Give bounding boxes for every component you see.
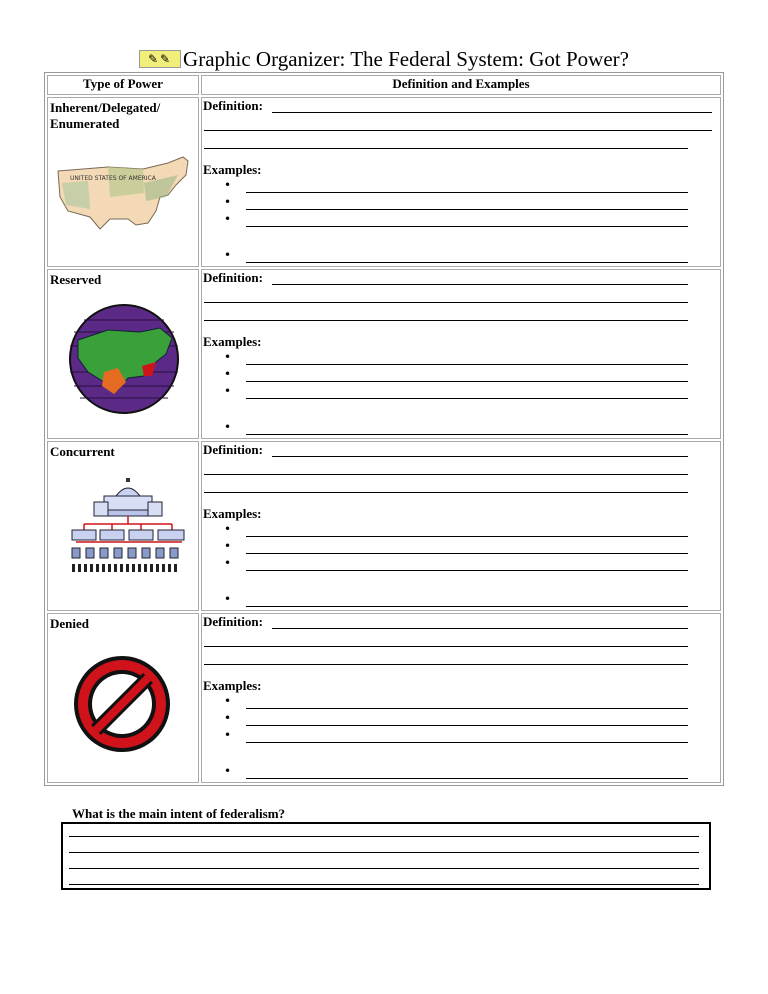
map-text: UNITED STATES OF AMERICA	[70, 175, 156, 182]
write-line[interactable]	[246, 192, 688, 193]
title-text: Graphic Organizer: The Federal System: Got Power?	[183, 47, 629, 71]
write-line[interactable]	[204, 148, 688, 149]
definition-label: Definition:	[203, 614, 263, 629]
bullet: •	[224, 556, 232, 570]
examples-label: Examples:	[203, 506, 262, 521]
write-line[interactable]	[204, 664, 688, 665]
type-label: Reserved	[50, 272, 102, 287]
write-line[interactable]	[246, 606, 688, 607]
definition-cell	[201, 441, 721, 611]
answer-line[interactable]	[69, 836, 699, 837]
type-label: Denied	[50, 616, 89, 631]
write-line[interactable]	[246, 262, 688, 263]
write-line[interactable]	[246, 742, 688, 743]
answer-box[interactable]	[61, 822, 711, 890]
bullet: •	[224, 592, 232, 606]
write-line[interactable]	[246, 778, 688, 779]
write-line[interactable]	[246, 536, 688, 537]
examples-label: Examples:	[203, 678, 262, 693]
write-line[interactable]	[204, 302, 688, 303]
bullet: •	[224, 711, 232, 725]
pencil-icon: ✎✎	[139, 50, 181, 68]
table-row	[47, 97, 721, 267]
definition-label: Definition:	[203, 270, 263, 285]
bullet: •	[224, 367, 232, 381]
bullet: •	[224, 728, 232, 742]
write-line[interactable]	[204, 492, 688, 493]
type-cell	[47, 97, 199, 267]
write-line[interactable]	[246, 209, 688, 210]
write-line[interactable]	[246, 708, 688, 709]
table-row	[47, 613, 721, 783]
header-type: Type of Power	[47, 75, 199, 95]
write-line[interactable]	[246, 226, 688, 227]
write-line[interactable]	[272, 456, 688, 457]
definition-cell	[201, 269, 721, 439]
bullet: •	[224, 212, 232, 226]
type-cell	[47, 441, 199, 611]
examples-label: Examples:	[203, 162, 262, 177]
write-line[interactable]	[204, 646, 688, 647]
write-line[interactable]	[246, 381, 688, 382]
write-line[interactable]	[246, 570, 688, 571]
bullet: •	[224, 384, 232, 398]
type-label: Inherent/Delegated/ Enumerated	[50, 100, 161, 131]
examples-label: Examples:	[203, 334, 262, 349]
write-line[interactable]	[204, 474, 688, 475]
type-cell	[47, 613, 199, 783]
government-hierarchy-icon	[48, 472, 198, 606]
bullet: •	[224, 420, 232, 434]
answer-line[interactable]	[69, 852, 699, 853]
bullet: •	[224, 350, 232, 364]
write-line[interactable]	[204, 130, 712, 131]
type-label: Concurrent	[50, 444, 115, 459]
question-text: What is the main intent of federalism?	[72, 806, 286, 821]
write-line[interactable]	[246, 434, 688, 435]
header-definition: Definition and Examples	[201, 75, 721, 95]
definition-cell	[201, 613, 721, 783]
definition-label: Definition:	[203, 442, 263, 457]
write-line[interactable]	[246, 553, 688, 554]
bullet: •	[224, 248, 232, 262]
answer-line[interactable]	[69, 884, 699, 885]
bullet: •	[224, 539, 232, 553]
page-title	[0, 47, 768, 72]
prohibited-icon	[48, 648, 198, 758]
write-line[interactable]	[272, 112, 712, 113]
bullet: •	[224, 764, 232, 778]
write-line[interactable]	[272, 628, 688, 629]
write-line[interactable]	[204, 320, 688, 321]
write-line[interactable]	[246, 398, 688, 399]
write-line[interactable]	[246, 364, 688, 365]
bullet: •	[224, 522, 232, 536]
answer-line[interactable]	[69, 868, 699, 869]
table-row	[47, 441, 721, 611]
organizer-table	[44, 72, 724, 786]
bullet: •	[224, 178, 232, 192]
definition-cell	[201, 97, 721, 267]
bullet: •	[224, 195, 232, 209]
globe-icon	[48, 302, 198, 416]
us-map-icon	[48, 153, 198, 243]
bullet: •	[224, 694, 232, 708]
write-line[interactable]	[272, 284, 688, 285]
write-line[interactable]	[246, 725, 688, 726]
definition-label: Definition:	[203, 98, 263, 113]
type-cell	[47, 269, 199, 439]
table-row	[47, 269, 721, 439]
